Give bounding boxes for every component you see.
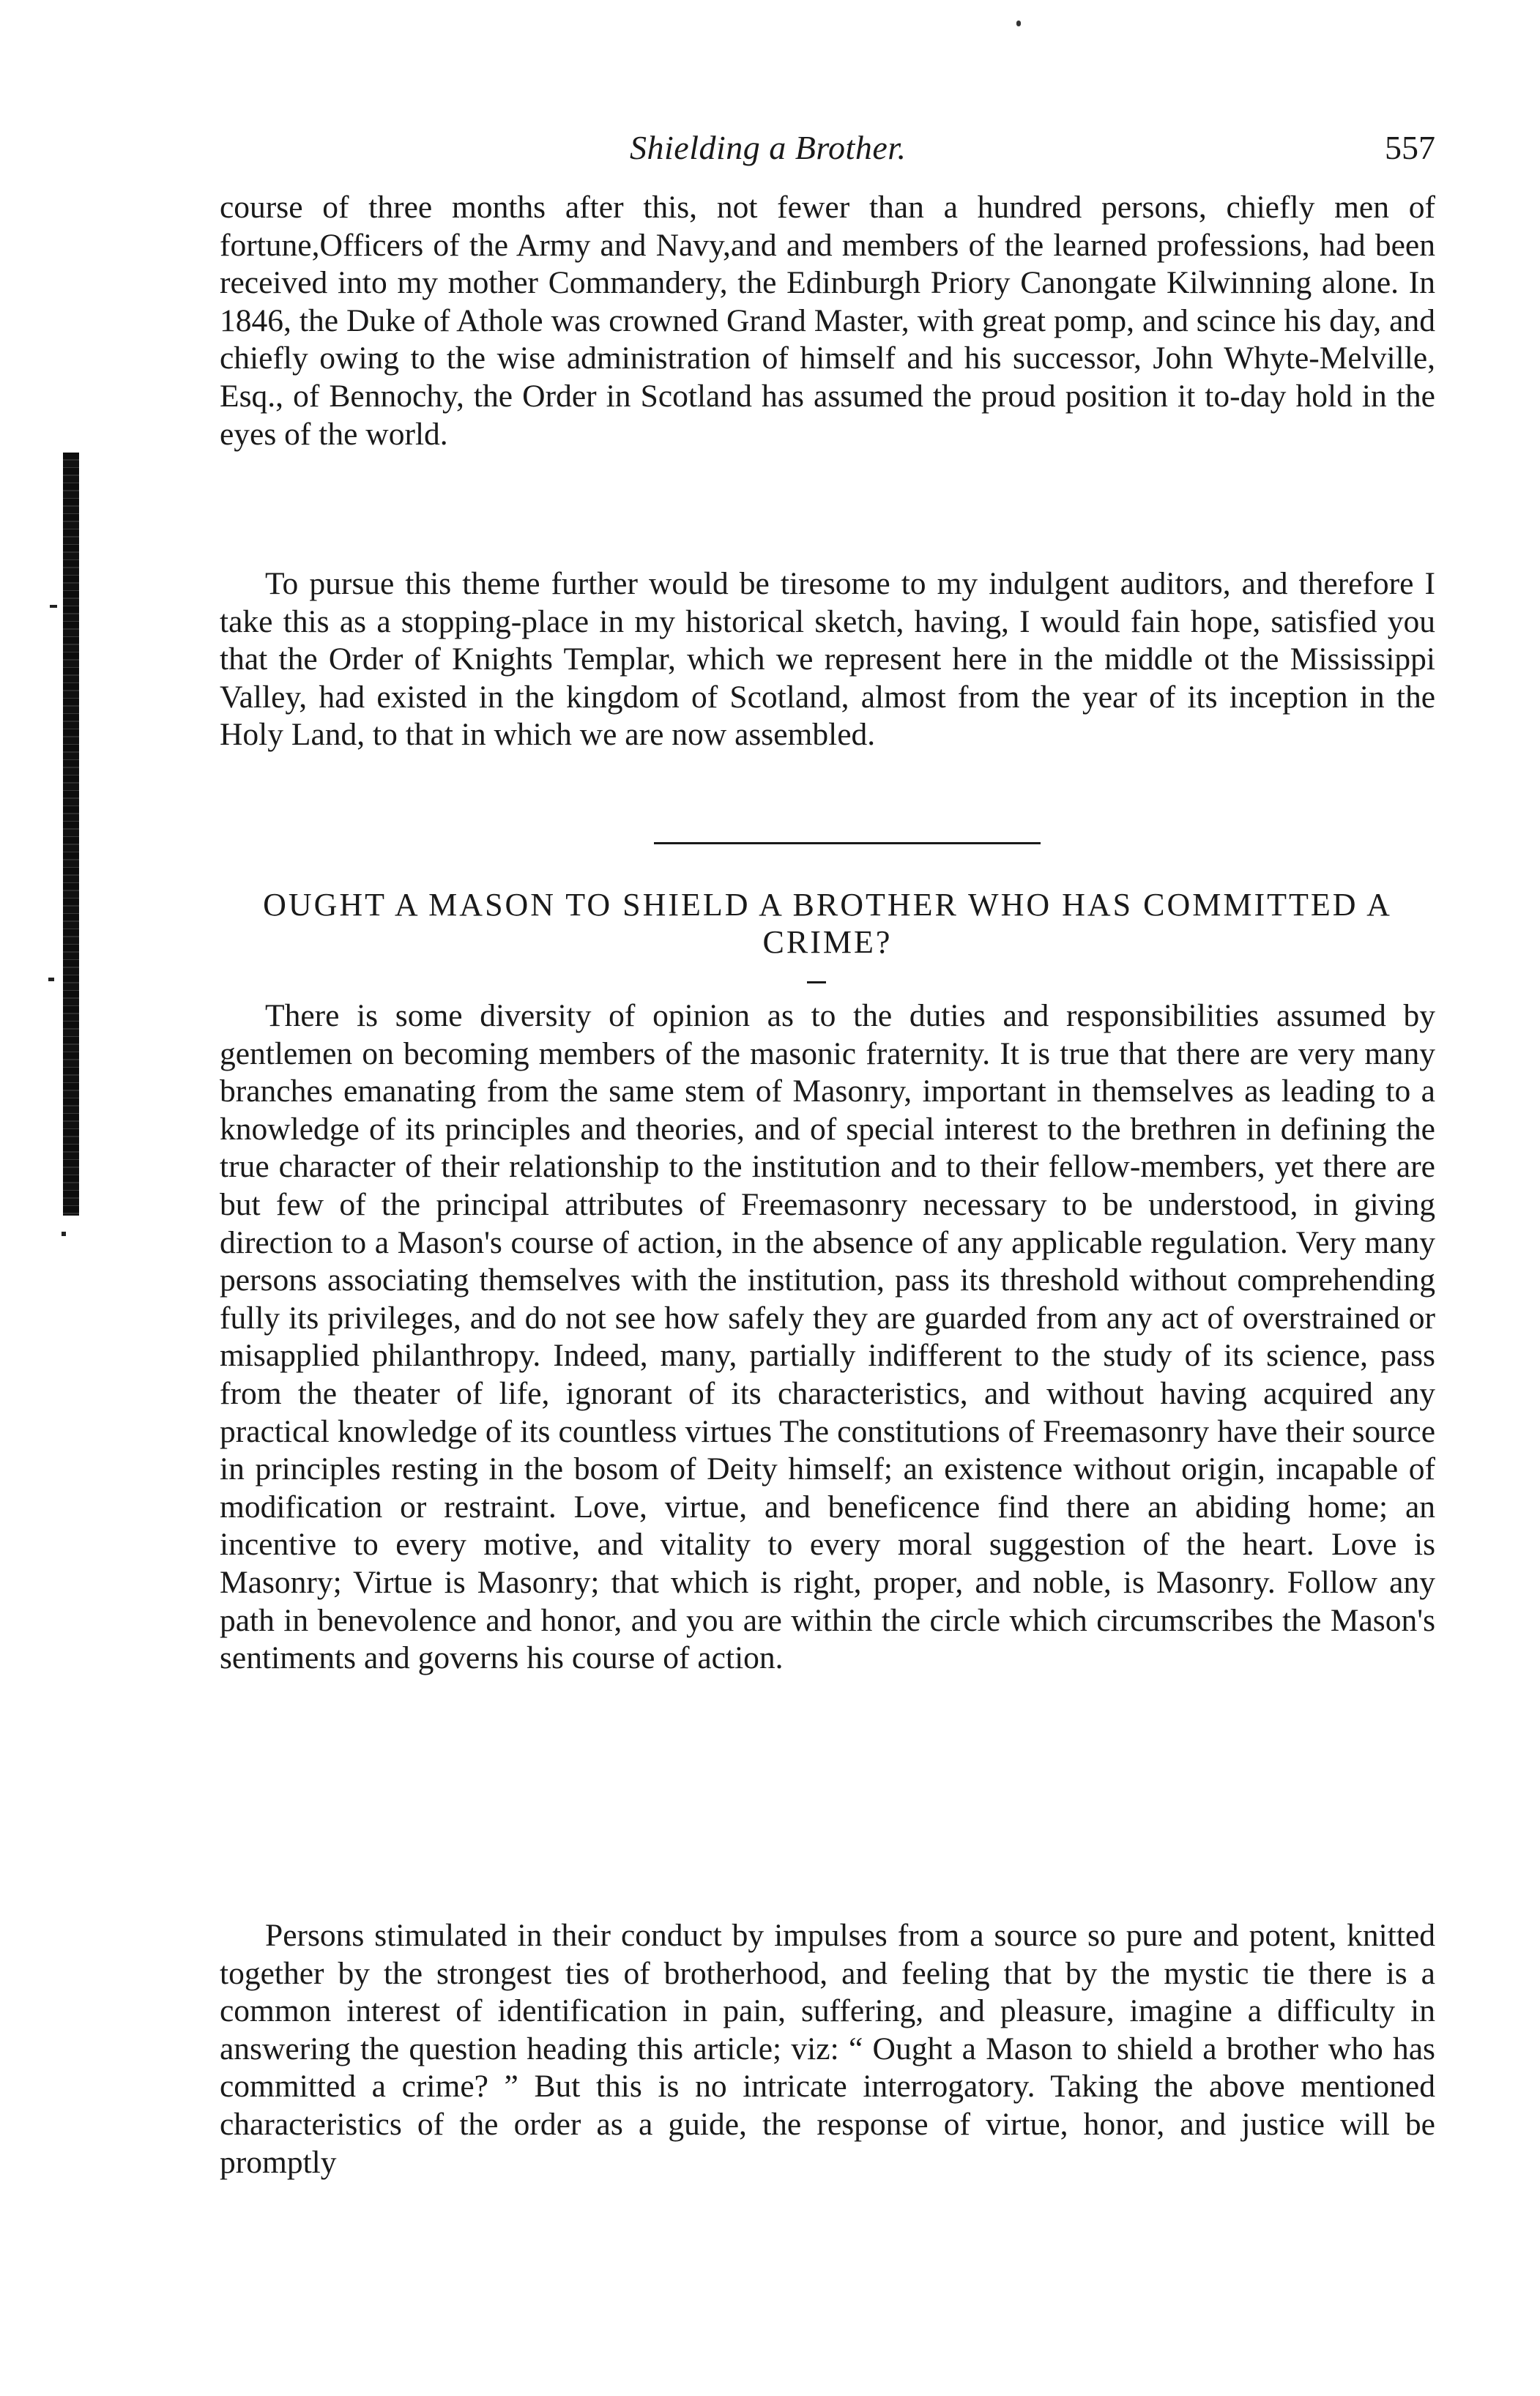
page-header: [220, 128, 1435, 179]
article-title: OUGHT A MASON TO SHIELD A BROTHER WHO HAS COMMITTED A CRIME?: [263, 887, 1392, 960]
concluding-paragraph: To pursue this theme further would be tiresome to my indulgent auditors, and therefore I take this as a stopping-place in my historical sketch, having, I would fain hope, satisfied you that the Order of Knights Templar, which we represent here in the middle ot the Mississippi Valley, had existed in the kingdom of Scotland, almost from the year of its inception in the Holy Land, to that in which we are now assembled.: [220, 566, 1435, 753]
ink-speck: [1016, 21, 1021, 26]
article-paragraph-1: There is some diversity of opinion as to the duties and responsibilities assumed by gentlemen on becoming members of the masonic fraternity. It is true that there are very many branches emanating from the same stem of Masonry, important in themselves as leading to a knowledge of its principles and theories, and of special interest to the brethren in defining the true character of their relationship to the institution and to their fellow-members, yet there are but few of the principal attributes of Freemasonry necessary to be understood, in giving direction to a Mason's course of action, in the absence of any applicable regulation. Very many persons associating themselves with the institution, pass its threshold without comprehending fully its privileges, and do not see how safely they are guarded from any act of overstrained or misapplied philanthropy. Indeed, many, partially indifferent to the study of its science, pass from the theater of life, ignorant of its characteristics, and without having acquired any practical knowledge of its countless virtues The constitutions of Freemasonry have their source in principles resting in the bosom of Deity himself; an existence without origin, incapable of modification or restraint. Love, virtue, and beneficence find there an abiding home; an incentive to every motive, and vitality to every moral suggestion of the heart. Love is Masonry; Virtue is Masonry; that which is right, proper, and noble, is Masonry. Follow any path in benevolence and honor, and you are within the circle which circumscribes the Mason's sentiments and governs his course of action.: [220, 998, 1435, 1676]
margin-mark: [50, 605, 57, 608]
article-paragraph-2: Persons stimulated in their conduct by impulses from a source so pure and potent, knitted together by the strongest ties of brotherhood, and feeling that by the mystic tie there is a common interest of identification in pain, suffering, and pleasure, imagine a difficulty in answering the question heading this article; viz: “ Ought a Mason to shield a brother who has committed a crime? ” But this is no intricate interrogatory. Taking the above mentioned characteristics of the order as a guide, the response of virtue, honor, and justice will be promptly: [220, 1918, 1435, 2180]
margin-mark: [48, 978, 54, 981]
page-number: 557: [1385, 129, 1435, 166]
running-title: Shielding a Brother.: [630, 129, 907, 166]
margin-scan-artifact: [63, 453, 79, 1216]
continued-paragraph: course of three months after this, not fewer than a hundred persons, chiefly men of fortune,Officers of the Army and Navy,and and members of the learned professions, had been received into my mother Commandery, the Edinburgh Priory Canongate Kilwinning alone. In 1846, the Duke of Athole was crowned Grand Master, with great pomp, and scince his day, and chiefly owing to the wise administration of himself and his successor, John Whyte-Melville, Esq., of Bennochy, the Order in Scotland has assumed the proud position it to-day hold in the eyes of the world.: [220, 190, 1435, 452]
section-divider: [654, 842, 1041, 844]
title-dash: [807, 981, 826, 983]
margin-mark: [62, 1232, 66, 1236]
